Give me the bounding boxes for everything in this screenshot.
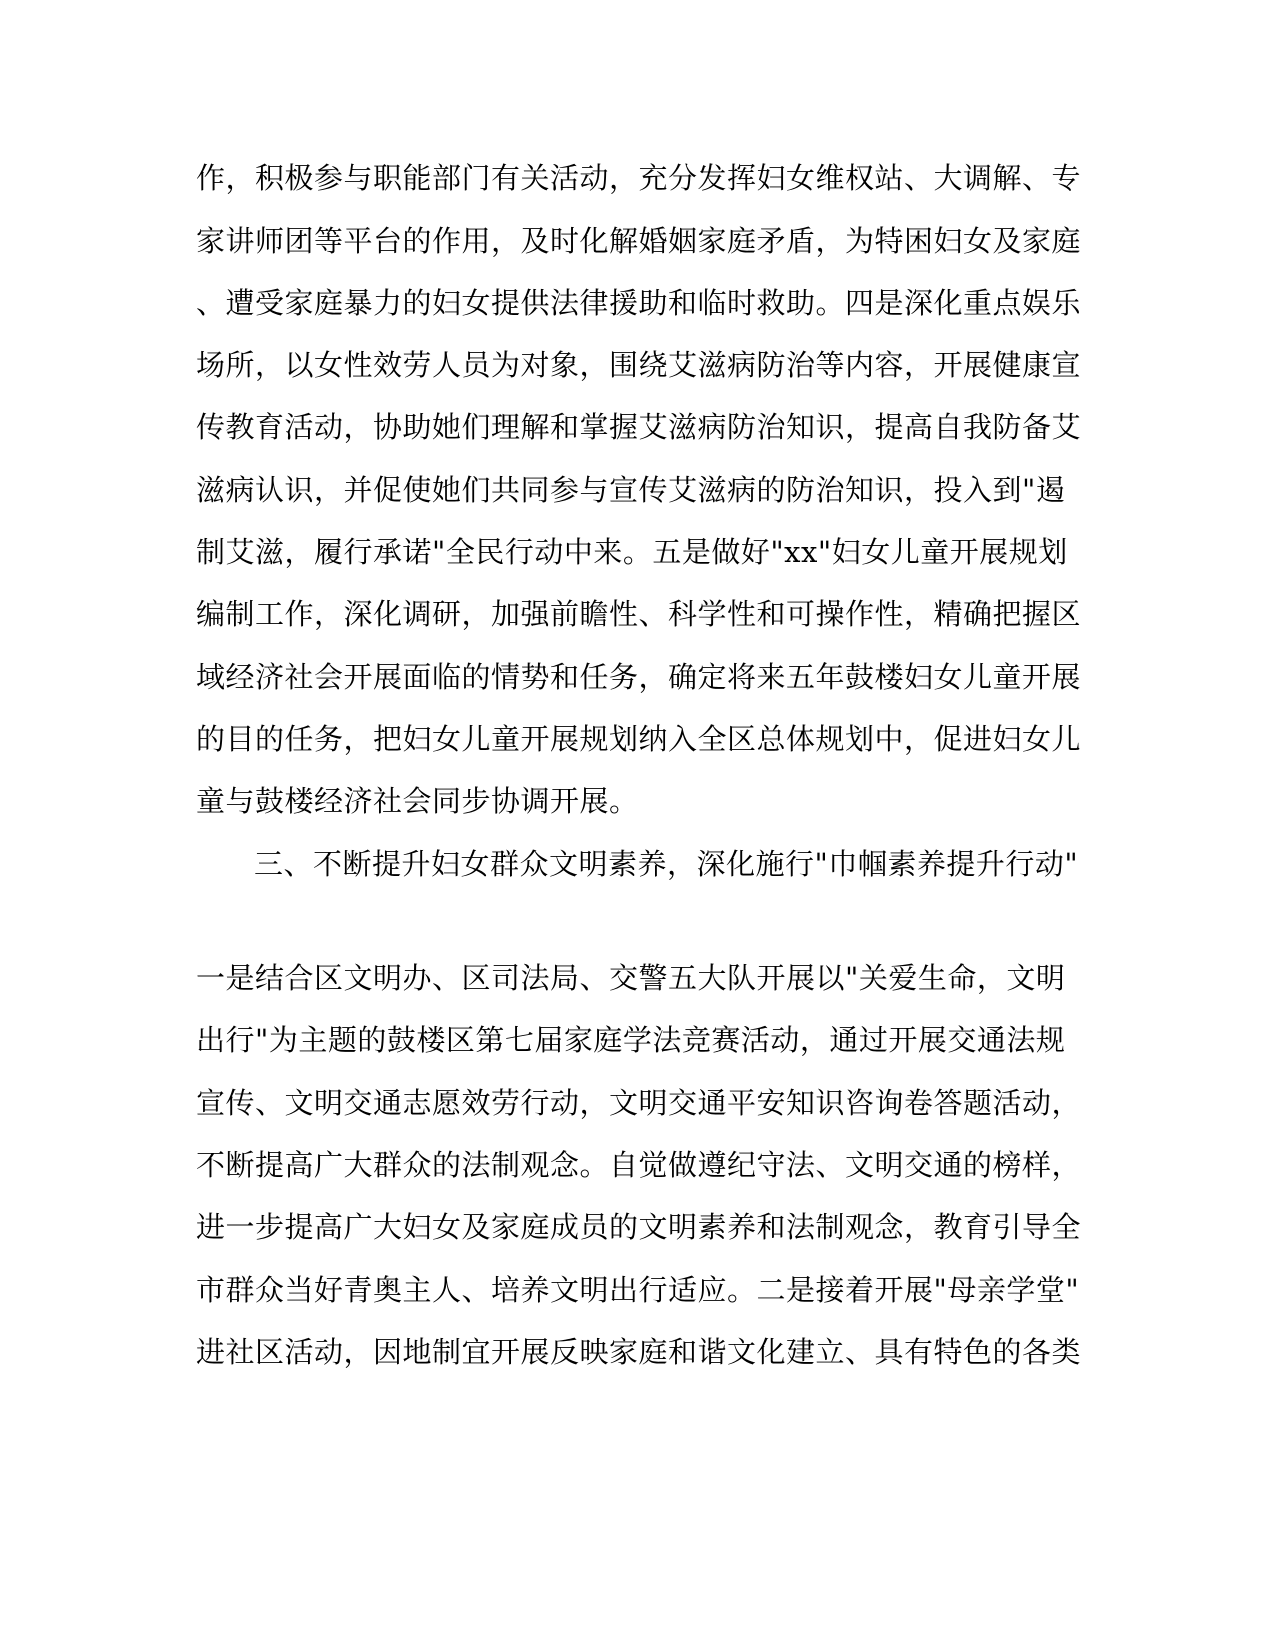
text-line: 编制工作，深化调研，加强前瞻性、科学性和可操作性，精确把握区 (196, 597, 1082, 631)
text-line: 、遭受家庭暴力的妇女提供法律援助和临时救助。四是深化重点娱乐 (196, 286, 1082, 320)
text-line: 传教育活动，协助她们理解和掌握艾滋病防治知识，提高自我防备艾 (196, 410, 1082, 444)
text-line: 出行"为主题的鼓楼区第七届家庭学法竞赛活动，通过开展交通法规 (196, 1023, 1066, 1057)
text-line: 一是结合区文明办、区司法局、交警五大队开展以"关爱生命，文明 (196, 961, 1066, 995)
text-line: 不断提高广大群众的法制观念。自觉做遵纪守法、文明交通的榜样， (196, 1148, 1082, 1182)
text-line: 制艾滋，履行承诺"全民行动中来。五是做好"xx"妇女儿童开展规划 (196, 535, 1068, 569)
text-line: 进一步提高广大妇女及家庭成员的文明素养和法制观念，教育引导全 (196, 1210, 1082, 1244)
text-line: 域经济社会开展面临的情势和任务，确定将来五年鼓楼妇女儿童开展 (196, 660, 1082, 694)
text-line: 宣传、文明交通志愿效劳行动，文明交通平安知识咨询卷答题活动， (196, 1086, 1082, 1120)
text-line: 进社区活动，因地制宜开展反映家庭和谐文化建立、具有特色的各类 (196, 1335, 1082, 1369)
text-line: 滋病认识，并促使她们共同参与宣传艾滋病的防治知识，投入到"遏 (196, 473, 1066, 507)
text-line: 场所，以女性效劳人员为对象，围绕艾滋病防治等内容，开展健康宣 (196, 348, 1082, 382)
text-line: 童与鼓楼经济社会同步协调开展。 (196, 784, 639, 818)
text-line: 作，积极参与职能部门有关活动，充分发挥妇女维权站、大调解、专 (196, 161, 1082, 195)
text-line: 的目的任务，把妇女儿童开展规划纳入全区总体规划中，促进妇女儿 (196, 722, 1082, 756)
text-line: 家讲师团等平台的作用，及时化解婚姻家庭矛盾，为特困妇女及家庭 (196, 224, 1082, 258)
section-heading: 三、不断提升妇女群众文明素养，深化施行"巾帼素养提升行动" (254, 847, 1079, 881)
text-line: 市群众当好青奥主人、培养文明出行适应。二是接着开展"母亲学堂" (196, 1273, 1080, 1307)
